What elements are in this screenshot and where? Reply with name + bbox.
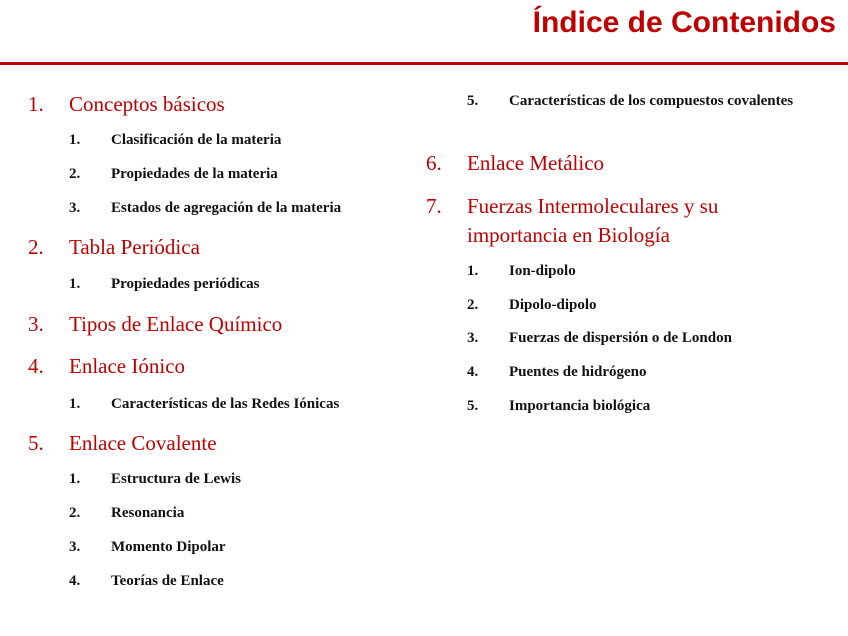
- section-number: 3.: [28, 312, 44, 336]
- toc-section[interactable]: [28, 310, 428, 339]
- section-title: Enlace Covalente: [69, 431, 217, 455]
- subsection-title: Dipolo-dipolo: [509, 297, 597, 313]
- subsection-number: 3.: [69, 200, 81, 216]
- toc-subsection[interactable]: [28, 393, 428, 415]
- toc-subsection[interactable]: [28, 163, 428, 185]
- subsection-title: Ion-dipolo: [509, 263, 576, 279]
- subsection-title: Teorías de Enlace: [111, 573, 224, 589]
- subsection-number: 1.: [69, 132, 81, 148]
- subsection-number: 1.: [69, 396, 81, 412]
- section-title: Tabla Periódica: [69, 235, 200, 259]
- subsection-title: Momento Dipolar: [111, 539, 226, 555]
- toc-subsection[interactable]: [28, 129, 428, 151]
- section-title: Fuerzas Intermoleculares y su importancia en Biología: [467, 194, 719, 247]
- subsection-number: 3.: [69, 539, 81, 555]
- subsection-title: Clasificación de la materia: [111, 132, 282, 148]
- toc-section[interactable]: [426, 149, 826, 178]
- toc-subsection[interactable]: [426, 90, 797, 112]
- section-number: 7.: [426, 194, 442, 218]
- subsection-number: 2.: [69, 166, 81, 182]
- toc-subsection[interactable]: [426, 260, 826, 282]
- toc-section[interactable]: [426, 192, 771, 250]
- section-title: Tipos de Enlace Químico: [69, 312, 283, 336]
- toc-subsection[interactable]: [426, 327, 826, 349]
- section-title: Conceptos básicos: [69, 92, 225, 116]
- page-title: Índice de Contenidos: [532, 6, 836, 39]
- toc-subsection[interactable]: [28, 570, 428, 592]
- title-divider: [0, 62, 848, 65]
- toc-subsection[interactable]: [28, 273, 428, 295]
- subsection-title: Fuerzas de dispersión o de London: [509, 330, 732, 346]
- toc-subsection[interactable]: [28, 502, 428, 524]
- subsection-title: Características de las Redes Iónicas: [111, 396, 340, 412]
- subsection-number: 4.: [467, 364, 479, 380]
- section-title: Enlace Iónico: [69, 354, 186, 378]
- toc-subsection[interactable]: [426, 395, 826, 417]
- subsection-number: 2.: [69, 505, 81, 521]
- subsection-number: 1.: [467, 263, 479, 279]
- subsection-title: Características de los compuestos covalentes: [509, 93, 794, 109]
- subsection-number: 5.: [467, 93, 479, 109]
- toc-subsection[interactable]: [426, 361, 826, 383]
- subsection-title: Estados de agregación de la materia: [111, 200, 342, 216]
- section-number: 2.: [28, 235, 44, 259]
- subsection-number: 4.: [69, 573, 81, 589]
- subsection-number: 3.: [467, 330, 479, 346]
- section-number: 5.: [28, 431, 44, 455]
- subsection-title: Propiedades periódicas: [111, 276, 260, 292]
- section-title: Enlace Metálico: [467, 151, 605, 175]
- toc-section[interactable]: [28, 352, 428, 381]
- toc-subsection[interactable]: [28, 536, 428, 558]
- toc-subsection[interactable]: [28, 197, 428, 219]
- toc-section[interactable]: [28, 429, 428, 458]
- toc-subsection[interactable]: [426, 294, 826, 316]
- subsection-title: Resonancia: [111, 505, 185, 521]
- subsection-title: Estructura de Lewis: [111, 471, 241, 487]
- subsection-number: 5.: [467, 398, 479, 414]
- subsection-number: 2.: [467, 297, 479, 313]
- subsection-number: 1.: [69, 471, 81, 487]
- section-number: 6.: [426, 151, 442, 175]
- toc-section[interactable]: [28, 233, 428, 262]
- toc-section[interactable]: [28, 90, 428, 119]
- subsection-title: Importancia biológica: [509, 398, 651, 414]
- subsection-number: 1.: [69, 276, 81, 292]
- section-number: 1.: [28, 92, 44, 116]
- subsection-title: Puentes de hidrógeno: [509, 364, 647, 380]
- section-number: 4.: [28, 354, 44, 378]
- subsection-title: Propiedades de la materia: [111, 166, 278, 182]
- toc-subsection[interactable]: [28, 468, 428, 490]
